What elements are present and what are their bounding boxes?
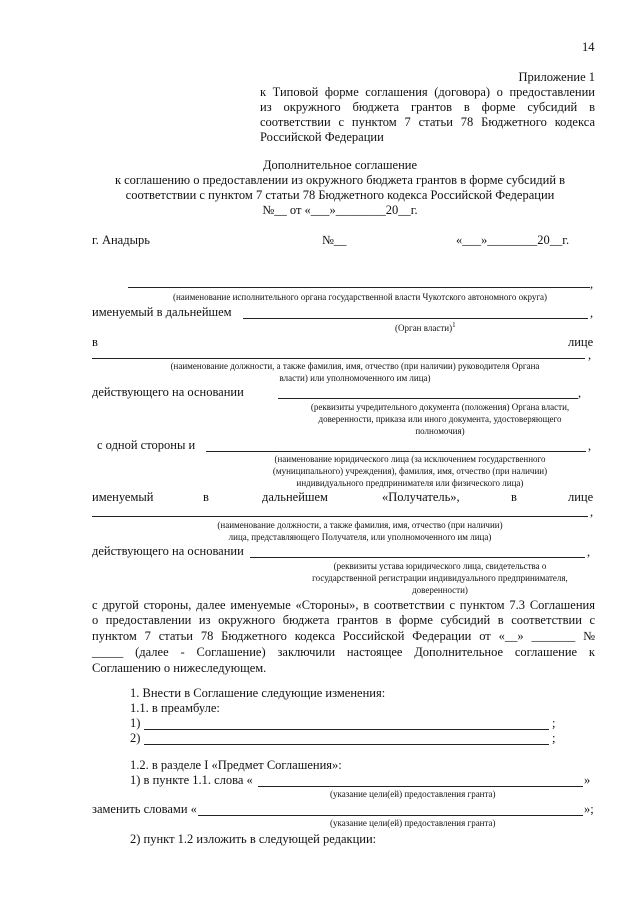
comma: ,	[588, 348, 592, 362]
new-words-line	[198, 815, 583, 816]
authority-name-line	[128, 287, 590, 288]
replace-end: »;	[584, 802, 594, 816]
recipient-hint-3: индивидуального предпринимателя или физического лица)	[296, 478, 524, 488]
head-person-hint-1: (наименование должности, а также фамилия, имя, отчество (при наличии) руководителя Органа	[170, 361, 540, 371]
word-v: в	[511, 490, 517, 504]
appendix-title: Приложение 1	[518, 70, 595, 84]
recipient-line	[206, 451, 586, 452]
goal-hint-2: (указание цели(ей) предоставления гранта)	[330, 818, 496, 828]
comma: ,	[590, 505, 594, 519]
paragraph-line-2: о предоставлении из окружного бюджета грантов в форме субсидий в соответствии с	[92, 613, 595, 627]
recipient-person-hint-1: (наименование должности, а также фамилия, имя, отчество (при наличии)	[217, 520, 503, 530]
word-lice: лице	[568, 490, 594, 504]
named-line	[243, 318, 588, 319]
comma: ,	[578, 386, 582, 400]
paragraph-line-1: с другой стороны, далее именуемые «Стороны», в соответствии с пунктом 7.3 Соглашения	[92, 598, 595, 612]
heading-line-3: соответствии с пунктом 7 статьи 78 Бюджетного кодекса Российской Федерации	[125, 188, 555, 202]
recipient-person-hint-2: лица, представляющего Получателя, или уполномоченного им лица)	[228, 532, 492, 542]
appendix-line-4: Российской Федерации	[260, 130, 384, 144]
basis-label: действующего на основании	[92, 385, 244, 399]
appendix-line-2: из окружного бюджета грантов в форме субсидий в	[260, 100, 595, 114]
basis-label-2: действующего на основании	[92, 544, 244, 558]
basis-hint-1: (реквизиты учредительного документа (положения) Органа власти,	[310, 402, 570, 412]
recipient-hint-2: (муниципального) учреждения), фамилия, имя, отчество (при наличии)	[272, 466, 548, 476]
word-v: в	[92, 335, 98, 349]
head-person-hint-2: власти) или уполномоченного им лица)	[279, 373, 431, 383]
word-named: именуемый	[92, 490, 154, 504]
paragraph-line-4: _____ (далее - Соглашение) заключили настоящее Дополнительное соглашение к	[92, 645, 595, 659]
item-1-1: 1.1. в преамбуле:	[130, 701, 220, 715]
word-lice: лице	[568, 335, 594, 349]
item-1-1-1: 1)	[130, 716, 141, 730]
authority-name-hint: (наименование исполнительного органа государственной власти Чукотского автономного округа)	[172, 292, 548, 302]
comma: ,	[590, 277, 594, 291]
heading-line-4: №__ от «___»________20__г.	[262, 203, 418, 217]
goal-hint-1: (указание цели(ей) предоставления гранта)	[330, 789, 496, 799]
item-1-1-1-line	[144, 729, 549, 730]
basis-line	[278, 398, 578, 399]
basis-hint-2: доверенности, приказа или иного документа, удостоверяющего	[318, 414, 562, 424]
comma: ,	[588, 439, 592, 453]
item-1-2-1: 1) в пункте 1.1. слова «	[130, 773, 253, 787]
comma: ,	[590, 306, 594, 320]
heading-line-2: к соглашению о предоставлении из окружного бюджета грантов в форме субсидий в	[114, 173, 566, 187]
appendix-line-1: к Типовой форме соглашения (договора) о предоставлении	[260, 85, 595, 99]
heading-title: Дополнительное соглашение	[262, 158, 418, 172]
replace-label: заменить словами «	[92, 802, 197, 816]
basis-line-2	[250, 557, 585, 558]
head-person-line	[92, 358, 585, 359]
page-number: 14	[582, 40, 595, 54]
recipient-person-line	[92, 516, 588, 517]
city: г. Анадырь	[92, 233, 150, 247]
recipient-hint-1: (наименование юридического лица (за исключением государственного	[274, 454, 546, 464]
basis-hint-2-3: доверенности)	[412, 585, 468, 595]
basis-hint-2-1: (реквизиты устава юридического лица, свидетельства о	[333, 561, 547, 571]
item-1-1-2-line	[144, 744, 549, 745]
side-label: с одной стороны и	[97, 438, 196, 452]
item-1-2-2: 2) пункт 1.2 изложить в следующей редакции:	[130, 832, 377, 846]
agreement-number: №__	[322, 233, 347, 247]
close-quote: »	[584, 773, 591, 787]
named-hint: (Орган власти)$^1$	[395, 321, 456, 333]
item-1: 1. Внести в Соглашение следующие изменения:	[130, 686, 386, 700]
semicolon: ;	[552, 716, 556, 730]
word-further: дальнейшем	[262, 490, 328, 504]
item-1-2: 1.2. в разделе I «Предмет Соглашения»:	[130, 758, 342, 772]
agreement-date: «___»________20__г.	[456, 233, 570, 247]
word-v: в	[203, 490, 209, 504]
semicolon: ;	[552, 731, 556, 745]
appendix-line-3: соответствии с пунктом 7 статьи 78 Бюджетного кодекса	[260, 115, 595, 129]
paragraph-line-3: пунктом 7 статьи 78 Бюджетного кодекса Российской Федерации от «__» _______ №	[92, 629, 595, 643]
paragraph-line-5: Соглашению о нижеследующем.	[92, 661, 267, 675]
named-label: именуемый в дальнейшем	[92, 305, 232, 319]
item-1-1-2: 2)	[130, 731, 141, 745]
basis-hint-3: полномочия)	[415, 426, 465, 436]
old-words-line	[258, 786, 583, 787]
basis-hint-2-2: государственной регистрации индивидуального предпринимателя,	[312, 573, 568, 583]
comma: ,	[587, 545, 591, 559]
word-recipient: «Получатель»,	[382, 490, 460, 504]
